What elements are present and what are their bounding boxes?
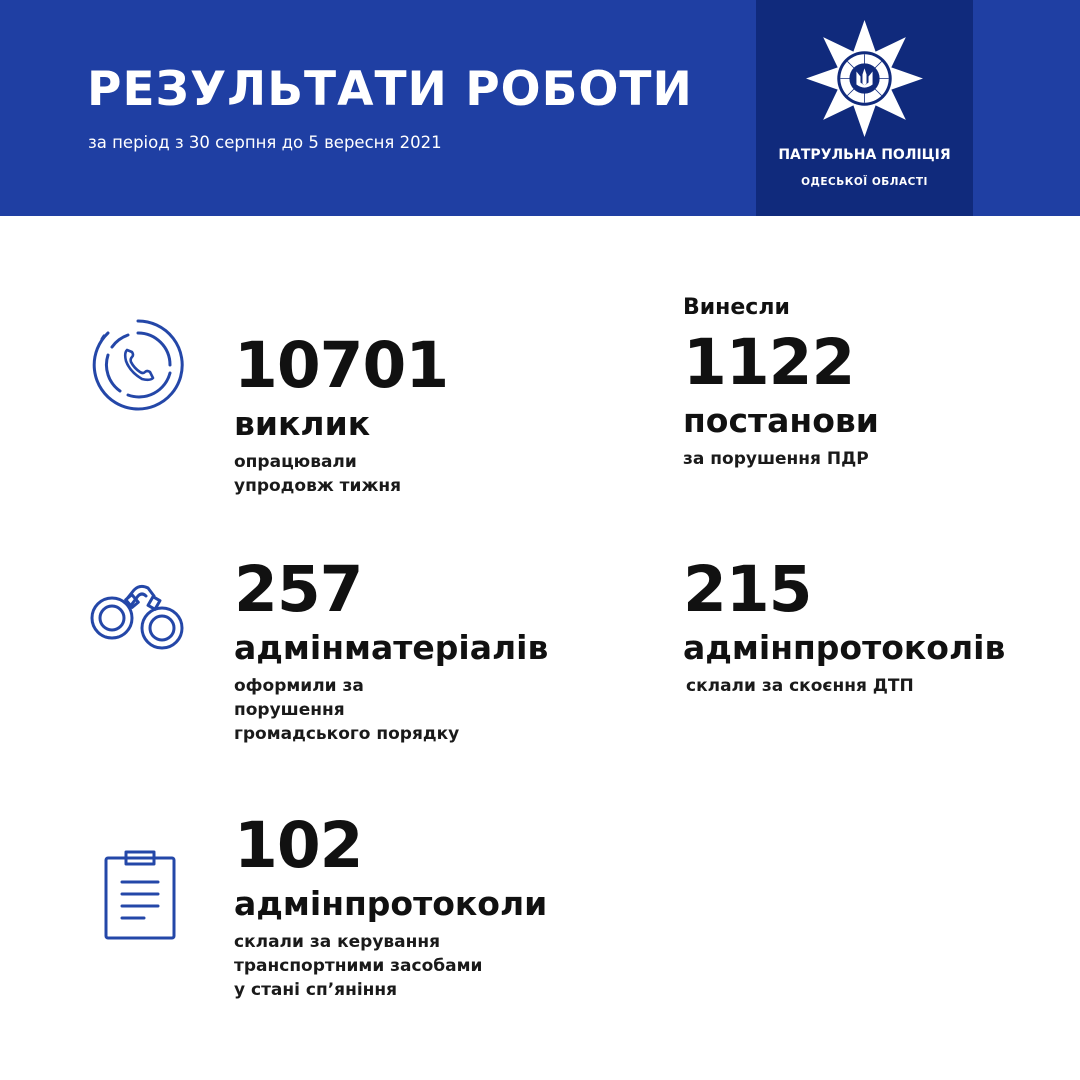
decisions-unit: постанови: [683, 401, 879, 440]
decisions-desc-line: за порушення ПДР: [683, 449, 869, 469]
period-subtitle: за період з 30 серпня до 5 вересня 2021: [88, 133, 442, 152]
drunk-protocols-desc-line: транспортними засобами: [234, 956, 483, 976]
calls-unit: виклик: [234, 404, 371, 443]
badge-title: ПАТРУЛЬНА ПОЛІЦІЯ: [778, 147, 951, 163]
drunk-protocols-number: 102: [234, 809, 363, 882]
drunk-protocols-unit: адмінпротоколи: [234, 884, 548, 923]
clipboard-icon: [100, 848, 180, 942]
accident-protocols-number: 215: [683, 553, 812, 626]
stat-accident-protocols: [683, 553, 1006, 698]
decisions-pre: Винесли: [683, 295, 790, 320]
police-star-emblem-icon: [804, 18, 925, 139]
handcuffs-icon: [88, 574, 190, 660]
decisions-number: 1122: [683, 326, 855, 399]
accident-protocols-desc-line: склали за скоєння ДТП: [686, 676, 914, 696]
admin-materials-desc-line: порушення: [234, 700, 345, 720]
admin-materials-number: 257: [234, 553, 363, 626]
drunk-protocols-desc-line: склали за керування: [234, 932, 441, 952]
accident-protocols-unit: адмінпротоколів: [683, 628, 1006, 667]
stat-admin-materials: [234, 553, 549, 746]
police-badge: [756, 0, 973, 216]
admin-materials-unit: адмінматеріалів: [234, 628, 549, 667]
admin-materials-desc-line: громадського порядку: [234, 724, 460, 744]
stat-calls: [234, 329, 449, 498]
calls-desc-line: опрацювали: [234, 452, 357, 472]
stat-drunk-protocols: [234, 809, 548, 1002]
stat-decisions: [683, 297, 879, 471]
page-title: РЕЗУЛЬТАТИ РОБОТИ: [87, 62, 693, 117]
badge-region: ОДЕСЬКОЇ ОБЛАСТІ: [801, 176, 928, 188]
phone-circle-icon: [90, 317, 186, 413]
calls-desc-line: упродовж тижня: [234, 476, 402, 496]
calls-number: 10701: [234, 329, 449, 402]
drunk-protocols-desc-line: у стані сп’яніння: [234, 980, 398, 1000]
admin-materials-desc-line: оформили за: [234, 676, 364, 696]
header-banner: [0, 0, 1080, 216]
